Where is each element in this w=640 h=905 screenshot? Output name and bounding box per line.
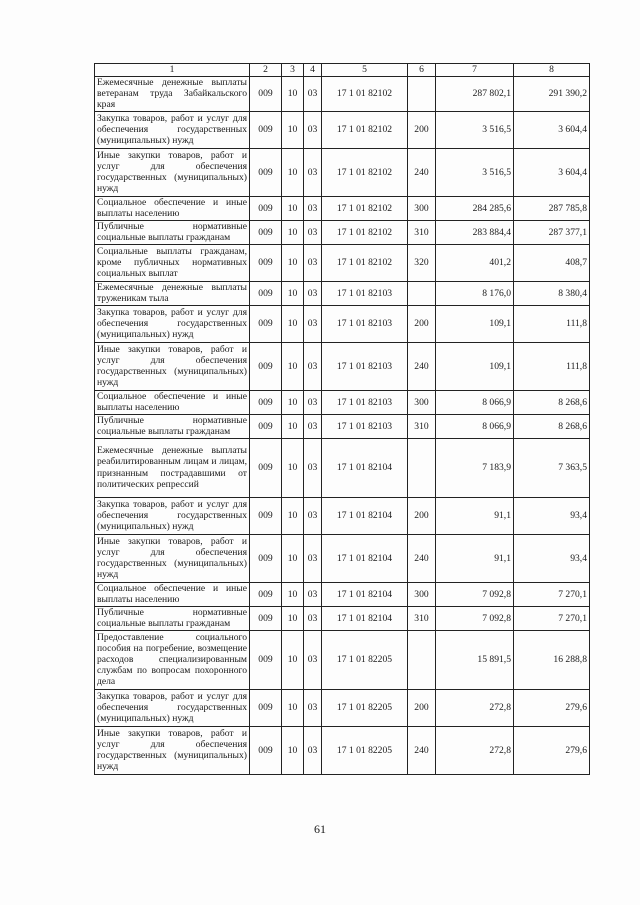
table-row	[95, 534, 590, 582]
table-row	[95, 305, 590, 342]
page-number: 61	[314, 822, 326, 836]
amount-year2-cell: 279,6	[514, 689, 590, 726]
section-code-cell: 10	[282, 438, 304, 497]
amount-year2-cell: 111,8	[514, 342, 590, 390]
section-code-cell: 10	[282, 196, 304, 220]
expense-name-cell: Закупка товаров, работ и услуг для обеспечения государственных (муниципальных) нужд	[95, 689, 250, 726]
amount-year2-cell: 3 604,4	[514, 111, 590, 148]
subsection-code-cell: 03	[304, 77, 322, 112]
grbs-code-cell: 009	[250, 342, 282, 390]
amount-year2-cell: 7 270,1	[514, 606, 590, 630]
grbs-code-cell: 009	[250, 196, 282, 220]
section-code-cell: 10	[282, 148, 304, 196]
amount-year1-cell: 7 092,8	[436, 606, 514, 630]
expense-type-cell	[408, 77, 436, 112]
grbs-code-cell: 009	[250, 414, 282, 438]
target-article-cell: 17 1 01 82102	[322, 77, 408, 112]
header-row	[95, 64, 590, 77]
expense-type-cell: 200	[408, 689, 436, 726]
table-row	[95, 689, 590, 726]
target-article-cell: 17 1 01 82104	[322, 582, 408, 606]
expense-name-cell: Закупка товаров, работ и услуг для обеспечения государственных (муниципальных) нужд	[95, 305, 250, 342]
expense-type-cell: 320	[408, 244, 436, 281]
section-code-cell: 10	[282, 630, 304, 689]
table-row	[95, 281, 590, 305]
expense-type-cell: 200	[408, 497, 436, 534]
table-body	[95, 77, 590, 775]
section-code-cell: 10	[282, 390, 304, 414]
section-code-cell: 10	[282, 77, 304, 112]
table-row	[95, 606, 590, 630]
subsection-code-cell: 03	[304, 220, 322, 244]
header-cell: 1	[95, 64, 250, 77]
grbs-code-cell: 009	[250, 244, 282, 281]
amount-year2-cell: 8 268,6	[514, 414, 590, 438]
expense-name-cell: Закупка товаров, работ и услуг для обеспечения государственных (муниципальных) нужд	[95, 497, 250, 534]
target-article-cell: 17 1 01 82102	[322, 244, 408, 281]
expense-name-cell: Публичные нормативные социальные выплаты гражданам	[95, 606, 250, 630]
expense-name-cell: Социальное обеспечение и иные выплаты населению	[95, 582, 250, 606]
subsection-code-cell: 03	[304, 438, 322, 497]
section-code-cell: 10	[282, 534, 304, 582]
subsection-code-cell: 03	[304, 414, 322, 438]
header-cell: 4	[304, 64, 322, 77]
expense-name-cell: Иные закупки товаров, работ и услуг для обеспечения государственных (муниципальных) нужд	[95, 148, 250, 196]
table-row	[95, 390, 590, 414]
subsection-code-cell: 03	[304, 726, 322, 774]
target-article-cell: 17 1 01 82205	[322, 689, 408, 726]
target-article-cell: 17 1 01 82102	[322, 111, 408, 148]
expense-type-cell: 300	[408, 196, 436, 220]
table-row	[95, 220, 590, 244]
target-article-cell: 17 1 01 82103	[322, 342, 408, 390]
expense-type-cell: 310	[408, 220, 436, 244]
amount-year1-cell: 272,8	[436, 689, 514, 726]
expense-name-cell: Публичные нормативные социальные выплаты гражданам	[95, 414, 250, 438]
amount-year1-cell: 91,1	[436, 534, 514, 582]
target-article-cell: 17 1 01 82103	[322, 281, 408, 305]
expense-type-cell: 200	[408, 111, 436, 148]
amount-year1-cell: 287 802,1	[436, 77, 514, 112]
expense-name-cell: Закупка товаров, работ и услуг для обеспечения государственных (муниципальных) нужд	[95, 111, 250, 148]
amount-year2-cell: 287 785,8	[514, 196, 590, 220]
amount-year1-cell: 109,1	[436, 305, 514, 342]
expense-type-cell: 240	[408, 148, 436, 196]
section-code-cell: 10	[282, 111, 304, 148]
expense-type-cell	[408, 630, 436, 689]
expense-name-cell: Социальное обеспечение и иные выплаты населению	[95, 196, 250, 220]
grbs-code-cell: 009	[250, 281, 282, 305]
expense-name-cell: Социальные выплаты гражданам, кроме публичных нормативных социальных выплат	[95, 244, 250, 281]
expense-name-cell: Иные закупки товаров, работ и услуг для обеспечения государственных (муниципальных) нужд	[95, 534, 250, 582]
header-cell: 5	[322, 64, 408, 77]
section-code-cell: 10	[282, 726, 304, 774]
table-row	[95, 148, 590, 196]
grbs-code-cell: 009	[250, 582, 282, 606]
amount-year1-cell: 283 884,4	[436, 220, 514, 244]
expense-type-cell	[408, 438, 436, 497]
header-cell: 7	[436, 64, 514, 77]
table-row	[95, 497, 590, 534]
expense-type-cell: 300	[408, 390, 436, 414]
section-code-cell: 10	[282, 281, 304, 305]
header-cell: 3	[282, 64, 304, 77]
target-article-cell: 17 1 01 82104	[322, 534, 408, 582]
subsection-code-cell: 03	[304, 244, 322, 281]
amount-year2-cell: 287 377,1	[514, 220, 590, 244]
grbs-code-cell: 009	[250, 630, 282, 689]
grbs-code-cell: 009	[250, 438, 282, 497]
target-article-cell: 17 1 01 82103	[322, 414, 408, 438]
grbs-code-cell: 009	[250, 689, 282, 726]
target-article-cell: 17 1 01 82104	[322, 497, 408, 534]
expense-type-cell: 300	[408, 582, 436, 606]
amount-year1-cell: 7 092,8	[436, 582, 514, 606]
grbs-code-cell: 009	[250, 77, 282, 112]
budget-table	[94, 63, 590, 775]
header-cell: 8	[514, 64, 590, 77]
target-article-cell: 17 1 01 82103	[322, 390, 408, 414]
amount-year1-cell: 3 516,5	[436, 111, 514, 148]
amount-year2-cell: 279,6	[514, 726, 590, 774]
subsection-code-cell: 03	[304, 342, 322, 390]
amount-year2-cell: 8 380,4	[514, 281, 590, 305]
header-cell: 2	[250, 64, 282, 77]
amount-year1-cell: 15 891,5	[436, 630, 514, 689]
section-code-cell: 10	[282, 342, 304, 390]
expense-type-cell: 310	[408, 414, 436, 438]
subsection-code-cell: 03	[304, 630, 322, 689]
amount-year1-cell: 8 066,9	[436, 390, 514, 414]
table-row	[95, 582, 590, 606]
grbs-code-cell: 009	[250, 606, 282, 630]
amount-year2-cell: 8 268,6	[514, 390, 590, 414]
amount-year1-cell: 8 176,0	[436, 281, 514, 305]
section-code-cell: 10	[282, 689, 304, 726]
table-row	[95, 726, 590, 774]
target-article-cell: 17 1 01 82102	[322, 148, 408, 196]
subsection-code-cell: 03	[304, 148, 322, 196]
table-row	[95, 196, 590, 220]
section-code-cell: 10	[282, 414, 304, 438]
amount-year1-cell: 8 066,9	[436, 414, 514, 438]
grbs-code-cell: 009	[250, 534, 282, 582]
amount-year2-cell: 111,8	[514, 305, 590, 342]
expense-name-cell: Социальное обеспечение и иные выплаты населению	[95, 390, 250, 414]
table-row	[95, 414, 590, 438]
subsection-code-cell: 03	[304, 390, 322, 414]
amount-year1-cell: 284 285,6	[436, 196, 514, 220]
amount-year2-cell: 7 363,5	[514, 438, 590, 497]
amount-year2-cell: 291 390,2	[514, 77, 590, 112]
expense-type-cell: 240	[408, 534, 436, 582]
expense-type-cell: 240	[408, 342, 436, 390]
table-header	[95, 64, 590, 77]
subsection-code-cell: 03	[304, 689, 322, 726]
target-article-cell: 17 1 01 82205	[322, 726, 408, 774]
section-code-cell: 10	[282, 606, 304, 630]
amount-year1-cell: 272,8	[436, 726, 514, 774]
amount-year1-cell: 109,1	[436, 342, 514, 390]
expense-name-cell: Ежемесячные денежные выплаты реабилитированным лицам и лицам, признанным пострадавшими от политических репрессий	[95, 438, 250, 497]
grbs-code-cell: 009	[250, 305, 282, 342]
expense-type-cell: 310	[408, 606, 436, 630]
section-code-cell: 10	[282, 497, 304, 534]
section-code-cell: 10	[282, 220, 304, 244]
amount-year2-cell: 3 604,4	[514, 148, 590, 196]
subsection-code-cell: 03	[304, 582, 322, 606]
table-row	[95, 111, 590, 148]
grbs-code-cell: 009	[250, 726, 282, 774]
target-article-cell: 17 1 01 82104	[322, 438, 408, 497]
header-cell: 6	[408, 64, 436, 77]
section-code-cell: 10	[282, 305, 304, 342]
expense-name-cell: Публичные нормативные социальные выплаты гражданам	[95, 220, 250, 244]
target-article-cell: 17 1 01 82102	[322, 220, 408, 244]
grbs-code-cell: 009	[250, 497, 282, 534]
subsection-code-cell: 03	[304, 111, 322, 148]
subsection-code-cell: 03	[304, 497, 322, 534]
expense-name-cell: Ежемесячные денежные выплаты труженикам тыла	[95, 281, 250, 305]
subsection-code-cell: 03	[304, 534, 322, 582]
amount-year2-cell: 16 288,8	[514, 630, 590, 689]
subsection-code-cell: 03	[304, 606, 322, 630]
target-article-cell: 17 1 01 82102	[322, 196, 408, 220]
section-code-cell: 10	[282, 582, 304, 606]
expense-type-cell: 240	[408, 726, 436, 774]
expense-type-cell	[408, 281, 436, 305]
expense-name-cell: Иные закупки товаров, работ и услуг для обеспечения государственных (муниципальных) нужд	[95, 726, 250, 774]
amount-year1-cell: 91,1	[436, 497, 514, 534]
amount-year1-cell: 401,2	[436, 244, 514, 281]
grbs-code-cell: 009	[250, 220, 282, 244]
amount-year2-cell: 408,7	[514, 244, 590, 281]
amount-year1-cell: 3 516,5	[436, 148, 514, 196]
subsection-code-cell: 03	[304, 281, 322, 305]
expense-name-cell: Ежемесячные денежные выплаты ветеранам труда Забайкальского края	[95, 77, 250, 112]
target-article-cell: 17 1 01 82103	[322, 305, 408, 342]
target-article-cell: 17 1 01 82205	[322, 630, 408, 689]
table-row	[95, 342, 590, 390]
grbs-code-cell: 009	[250, 390, 282, 414]
expense-type-cell: 200	[408, 305, 436, 342]
amount-year2-cell: 93,4	[514, 534, 590, 582]
section-code-cell: 10	[282, 244, 304, 281]
target-article-cell: 17 1 01 82104	[322, 606, 408, 630]
table-row	[95, 630, 590, 689]
expense-name-cell: Предоставление социального пособия на погребение, возмещение расходов специализированным службам по вопросам похоронного дела	[95, 630, 250, 689]
expense-name-cell: Иные закупки товаров, работ и услуг для обеспечения государственных (муниципальных) нужд	[95, 342, 250, 390]
table-row	[95, 438, 590, 497]
subsection-code-cell: 03	[304, 305, 322, 342]
subsection-code-cell: 03	[304, 196, 322, 220]
grbs-code-cell: 009	[250, 148, 282, 196]
amount-year2-cell: 93,4	[514, 497, 590, 534]
table-row	[95, 244, 590, 281]
amount-year1-cell: 7 183,9	[436, 438, 514, 497]
amount-year2-cell: 7 270,1	[514, 582, 590, 606]
table-row	[95, 77, 590, 112]
grbs-code-cell: 009	[250, 111, 282, 148]
